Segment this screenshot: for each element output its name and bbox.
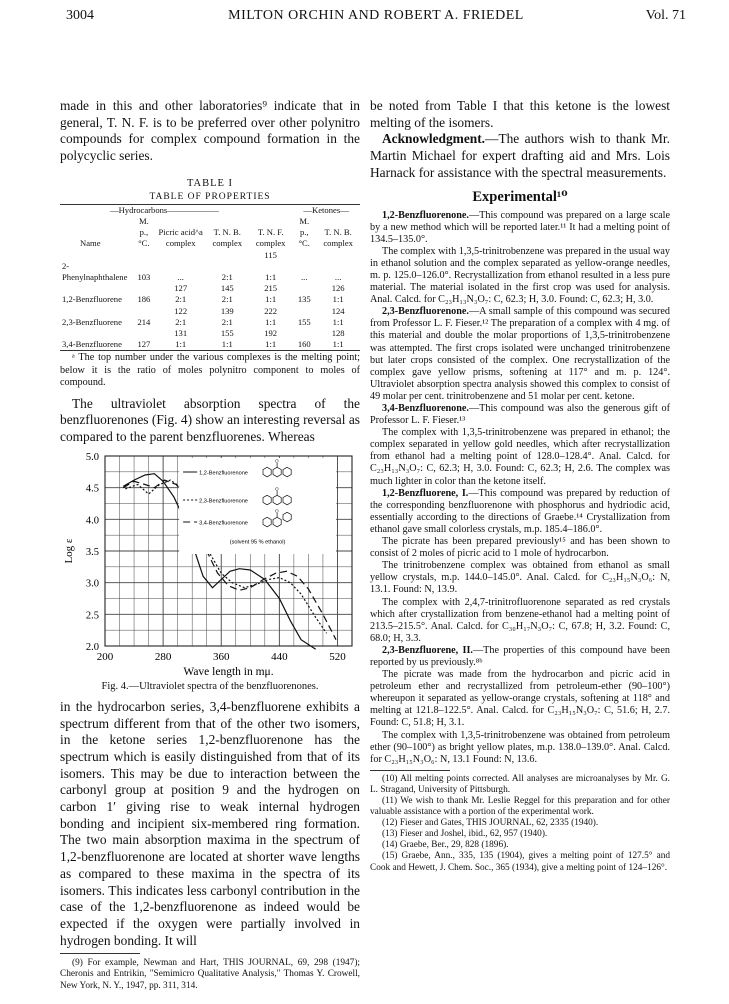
exp-para-2: The complex with 1,3,5-trinitrobenzene was prepared in the usual way in ethanol solution and the complex separated as yellow-orange needles, m. p. 125.0–126.0°. Recrystallization from ethanol resulted in a less pure material. The material isolated in the first crop was used for analysis. Anal. Calcd. for C₂₃H₁₃N₃O₇: C, 62.3; H, 3.0. Found: C, 62.3; H, 3.0.	[370, 245, 670, 306]
table-cell	[292, 306, 316, 317]
table-cell: ...	[301, 272, 308, 283]
header-tnf: T. N. F. complex	[255, 227, 286, 249]
table-cell: 215	[264, 283, 278, 294]
table-cell: 2:1	[221, 316, 233, 327]
table-cell: 131	[174, 328, 188, 339]
table-cell: 1:1	[265, 339, 277, 350]
x-tick-label: 440	[271, 650, 288, 663]
table-row	[60, 339, 360, 351]
footnote-9: (9) For example, Newman and Hart, THIS JOURNAL, 69, 298 (1947); Cheronis and Entrikin, "Semimicro Qualitative Analysis," Thomas Y. Crowell, New York, N. Y., 1947, pp. 311, 314.	[60, 958, 360, 991]
figure-caption: Fig. 4.—Ultraviolet spectra of the benzfluorenones.	[101, 680, 319, 692]
x-tick-label: 280	[154, 650, 172, 663]
table-cell: 1:1	[265, 294, 277, 305]
right-intro: be noted from Table I that this ketone is the lowest melting of the isomers.	[370, 98, 670, 130]
x-tick-label: 360	[212, 650, 230, 663]
table-cell	[292, 250, 316, 261]
table-cell: 1:1	[175, 339, 187, 350]
footnote-divider	[370, 770, 450, 771]
exp-para-9: The complex with 2,4,7-trinitrofluorenone separated as red crystals which after crystallization from benzene-ethanol had a melting point of 213.5–215.5°. Anal. Calcd. for C₃₀H₁₇N₃O₇: C, 67.8; H, 3.2. Found: C, 68.0; H, 3.3.	[370, 596, 670, 644]
footnote: (12) Fieser and Gates, THIS JOURNAL, 62, 2335 (1940).	[382, 818, 599, 829]
table-cell: 127	[174, 283, 188, 294]
table-cell	[292, 328, 316, 339]
footnote-divider	[60, 953, 140, 954]
legend-label: 1,2-Benzfluorenone	[199, 470, 248, 477]
group-hydrocarbons: —Hydrocarbons——————	[110, 204, 219, 215]
table-cell	[156, 250, 206, 261]
table-cell: 1:1	[332, 316, 344, 327]
right-column	[370, 98, 670, 874]
table-cell: 1:1	[265, 272, 277, 283]
footnote: (13) Fieser and Joshel, ibid., 62, 957 (1940).	[382, 829, 548, 840]
table-cell: 186	[137, 294, 151, 305]
header-mp: M. p., °C.	[138, 216, 150, 249]
table-cell: 2:1	[175, 294, 187, 305]
table-cell: 214	[137, 316, 151, 327]
table-cell: 103	[137, 272, 151, 283]
table-cell: 2:1	[221, 272, 233, 283]
table-cell: 1:1	[332, 339, 344, 350]
exp-para-8: The trinitrobenzene complex was obtained from ethanol as small yellow crystals, m.p. 144.0–145.0°. Anal. Calcd. for C₂₃H₁₅N₃O₆: N, 13.1. Found: N, 13.9.	[370, 560, 670, 596]
volume-label: Vol. 71	[645, 8, 686, 23]
table-header-row	[60, 216, 360, 250]
table-cell: 155	[220, 328, 234, 339]
table-cell	[60, 250, 132, 261]
table-row-name: 1,2-Benzfluorene	[62, 294, 122, 305]
table-row-name: 3,4-Benzfluorene	[62, 339, 122, 350]
running-header	[66, 8, 686, 28]
exp-para-5: The complex with 1,3,5-trinitrobenzene was prepared in ethanol; the complex separated in yellow gold needles, which after recrystallization from ethanol had a melting point of 128.0–128.4°. Anal. Calcd. for C₂₃H₁₃N₃O₇: C, 62.3; H, 3.0. Found: C, 62.3; H, 2.6. The complex was much lighter in color than the ketone itself.	[370, 427, 670, 487]
group-ketones: —Ketones—	[303, 204, 349, 215]
header-ketone-tnb: T. N. B. complex	[323, 227, 353, 249]
table-cell: 160	[297, 339, 311, 350]
table-cell: ...	[334, 272, 342, 283]
y-tick-label: 5.0	[85, 451, 99, 463]
y-tick-label: 3.5	[85, 546, 99, 558]
y-tick-label: 2.0	[85, 641, 99, 653]
table-cell: 139	[220, 305, 234, 316]
ack-heading: Acknowledgment.	[382, 131, 486, 147]
header-tnb: T. N. B. complex	[212, 227, 243, 249]
experimental-heading: Experimental¹⁰	[472, 188, 568, 205]
header-picric: Picric acid^a complex	[158, 227, 203, 249]
table-cell: 135	[297, 294, 311, 305]
table-cell: 222	[264, 305, 278, 316]
table-cell	[132, 306, 156, 317]
table-cell: 128	[331, 328, 345, 339]
table-cell	[60, 328, 132, 339]
exp-para-7: The picrate has been prepared previously¹⁵ and has been shown to consist of 2 moles of picric acid to 1 mole of hydrocarbon.	[370, 536, 670, 560]
exp-para-10: 2,3-Benzfluorene, II.—The properties of this compound have been reported by us previously.⁸ᵇ	[370, 644, 670, 668]
header-name: Name	[80, 238, 101, 249]
footnote: (11) We wish to thank Mr. Leslie Reggel for this preparation and for other valuable assistance with a portion of the experimental work.	[370, 796, 670, 818]
exp-para-3: 2,3-Benzfluorenone.—A small sample of this compound was secured from Professor L. F. Fieser.¹² The preparation of a complex with 4 mg. of this material and double the molar proportions of 1,3,5-trinitrobenzene was attempted. The first crops isolated were unchanged trinitrobenzene but later crops consisted of the complex. One recrystallization of the complex gave yellow prisms, softening at 117° and m. p. 124°. Ultraviolet absorption spectra analysis showed this complex to consist of 49 molar per cent. trinitrobenzene and 51 molar per cent. ketone.	[370, 306, 670, 402]
table-row	[60, 317, 360, 328]
x-tick-label: 520	[329, 650, 346, 663]
x-tick-label: 200	[96, 650, 114, 663]
oxygen-label-icon: O	[275, 508, 279, 514]
oxygen-label-icon: O	[275, 458, 279, 464]
acknowledgment	[370, 131, 670, 181]
table-cell	[60, 283, 132, 294]
table-cell: 115	[264, 249, 277, 260]
table-row-name: 2-Phenylnaphthalene	[62, 260, 128, 283]
table-cell: 1:1	[265, 316, 277, 327]
footnotes	[370, 774, 670, 874]
header-ketone-mp: M. p., °C.	[298, 216, 310, 249]
uv-spectra-chart	[60, 450, 360, 680]
table-cell: 2:1	[175, 316, 187, 327]
table-row-values-top	[60, 328, 360, 339]
y-tick-label: 4.0	[85, 515, 99, 527]
exp-para-12: The complex with 1,3,5-trinitrobenzene was obtained from petroleum ether (90–100°) as bright yellow plates, m.p. 138.0–139.0°. Anal. Calcd. for C₂₃H₁₅N₃O₆: N, 13.1 Found: N, 13.6.	[370, 729, 670, 765]
table-cell: 1:1	[332, 294, 344, 305]
table-cell	[132, 283, 156, 294]
uv-paragraph: The ultraviolet absorption spectra of the benzfluorenones (Fig. 4) show an interesting reversal as compared to the parent benzfluorenes. Whereas	[60, 395, 360, 445]
table-row-values-top	[60, 250, 360, 261]
exp-para-4: 3,4-Benzfluorenone.—This compound was also the generous gift of Professor L. F. Fieser.¹³	[370, 403, 670, 427]
table-footnote: ᵃ The top number under the various complexes is the melting point; below it is the ratio of moles polynitro component to moles of compound.	[60, 352, 360, 388]
footnote: (14) Graebe, Ber., 29, 828 (1896).	[382, 840, 509, 851]
table-cell: 126	[331, 283, 345, 294]
ack-body: —The authors wish to thank Mr. Martin Michael for expert drafting aid and Mrs. Lois Harnack for assistance with the spectral measurements.	[370, 131, 670, 180]
table-cell	[132, 250, 156, 261]
legend-label: 2,3-Benzfluorenone	[199, 498, 248, 505]
table-cell: 127	[137, 339, 151, 350]
footnote: (10) All melting points corrected. All analyses are microanalyses by Mr. G. L. Stragand, University of Pittsburgh.	[370, 773, 670, 795]
left-column	[60, 98, 360, 992]
running-title: MILTON ORCHIN AND ROBERT A. FRIEDEL	[228, 8, 524, 23]
table-title: TABLE OF PROPERTIES	[149, 191, 271, 202]
exp-para-11: The picrate was made from the hydrocarbon and picric acid in petroleum ether and recrystallized from petroleum-ether (90–100°) whereupon it separated as yellow-orange crystals, softening at 118° and melting at 121.8–122.5°. Anal. Calcd. for C₂₃H₁₅N₃O₇: C, 51.6; H, 2.7. Found: C, 51.8; H, 3.1.	[370, 669, 670, 729]
table-cell: 145	[220, 283, 234, 294]
exp-para-1: 1,2-Benzfluorenone.—This compound was prepared on a large scale by a new method which will be reported later.¹¹ It had a melting point of 134.5–135.0°.	[370, 209, 670, 245]
table-cell	[132, 328, 156, 339]
table-caption: TABLE I	[186, 177, 234, 189]
x-axis-label: Wave length in mμ.	[183, 665, 274, 678]
table-row	[60, 294, 360, 305]
y-tick-label: 2.5	[85, 610, 99, 622]
figure-4	[60, 450, 360, 680]
table-cell: 155	[297, 316, 311, 327]
table-row-values-top	[60, 283, 360, 294]
table-cell: ...	[177, 272, 184, 283]
oxygen-label-icon: O	[275, 486, 279, 492]
table-cell: 192	[264, 328, 278, 339]
intro-paragraph: made in this and other laboratories⁹ indicate that in general, T. N. F. is to be preferred over other polynitro compounds for complex compound formation in the polycyclic series.	[60, 98, 360, 164]
y-axis-label: Log ε	[63, 538, 75, 564]
table-cell	[205, 250, 249, 261]
table-cell: 124	[331, 305, 345, 316]
table-cell: 122	[174, 305, 188, 316]
y-tick-label: 3.0	[85, 578, 99, 590]
table-row-name: 2,3-Benzfluorene	[62, 316, 122, 327]
table-cell	[60, 306, 132, 317]
main-paragraph: in the hydrocarbon series, 3,4-benzfluorene exhibits a spectrum different from that of the other two isomers, in the ketone series 1,2-benzfluorenone has the spectrum which is easily distinguished from that of its isomers. This may be due to interaction between the carbonyl group at position 9 and the hydrogen on carbon 1′ giving rise to weak internal hydrogen bonding and incipient six-membered ring formation. The two main absorption maxima in the spectrum of 1,2-benzfluorenone are located at shorter wave lengths as compared to these maxima in the spectra of its isomers. This indicates less carbonyl contribution in the case of the 1,2-benzfluorenone as indeed would be expected if the oxygen were partially involved in hydrogen bonding. It will	[60, 698, 360, 948]
page-number: 3004	[66, 8, 94, 23]
table-row	[60, 261, 360, 283]
exp-para-6: 1,2-Benzfluorene, I.—This compound was prepared by reduction of the corresponding benzfluorenone with phosphorus and hydriodic acid, essentially according to the directions of Graebe.¹⁴ Crystallization from ethanol gave small colorless crystals, m.p. 185.4–186.0°.	[370, 487, 670, 535]
table-cell	[316, 250, 360, 261]
table-cell	[292, 283, 316, 294]
table-cell: 2:1	[221, 294, 233, 305]
footnote: (15) Graebe, Ann., 335, 135 (1904), gives a melting point of 127.5° and Cook and Hewett, J. Chem. Soc., 365 (1934), give a melting point of 124–126°.	[370, 851, 670, 873]
y-tick-label: 4.5	[85, 483, 99, 495]
solvent-note: (solvent 95 % ethanol)	[229, 539, 286, 546]
table-cell: 1:1	[221, 339, 233, 350]
table-row-values-top	[60, 306, 360, 317]
properties-table	[60, 204, 360, 352]
legend-label: 3,4-Benzfluorenone	[199, 520, 248, 527]
